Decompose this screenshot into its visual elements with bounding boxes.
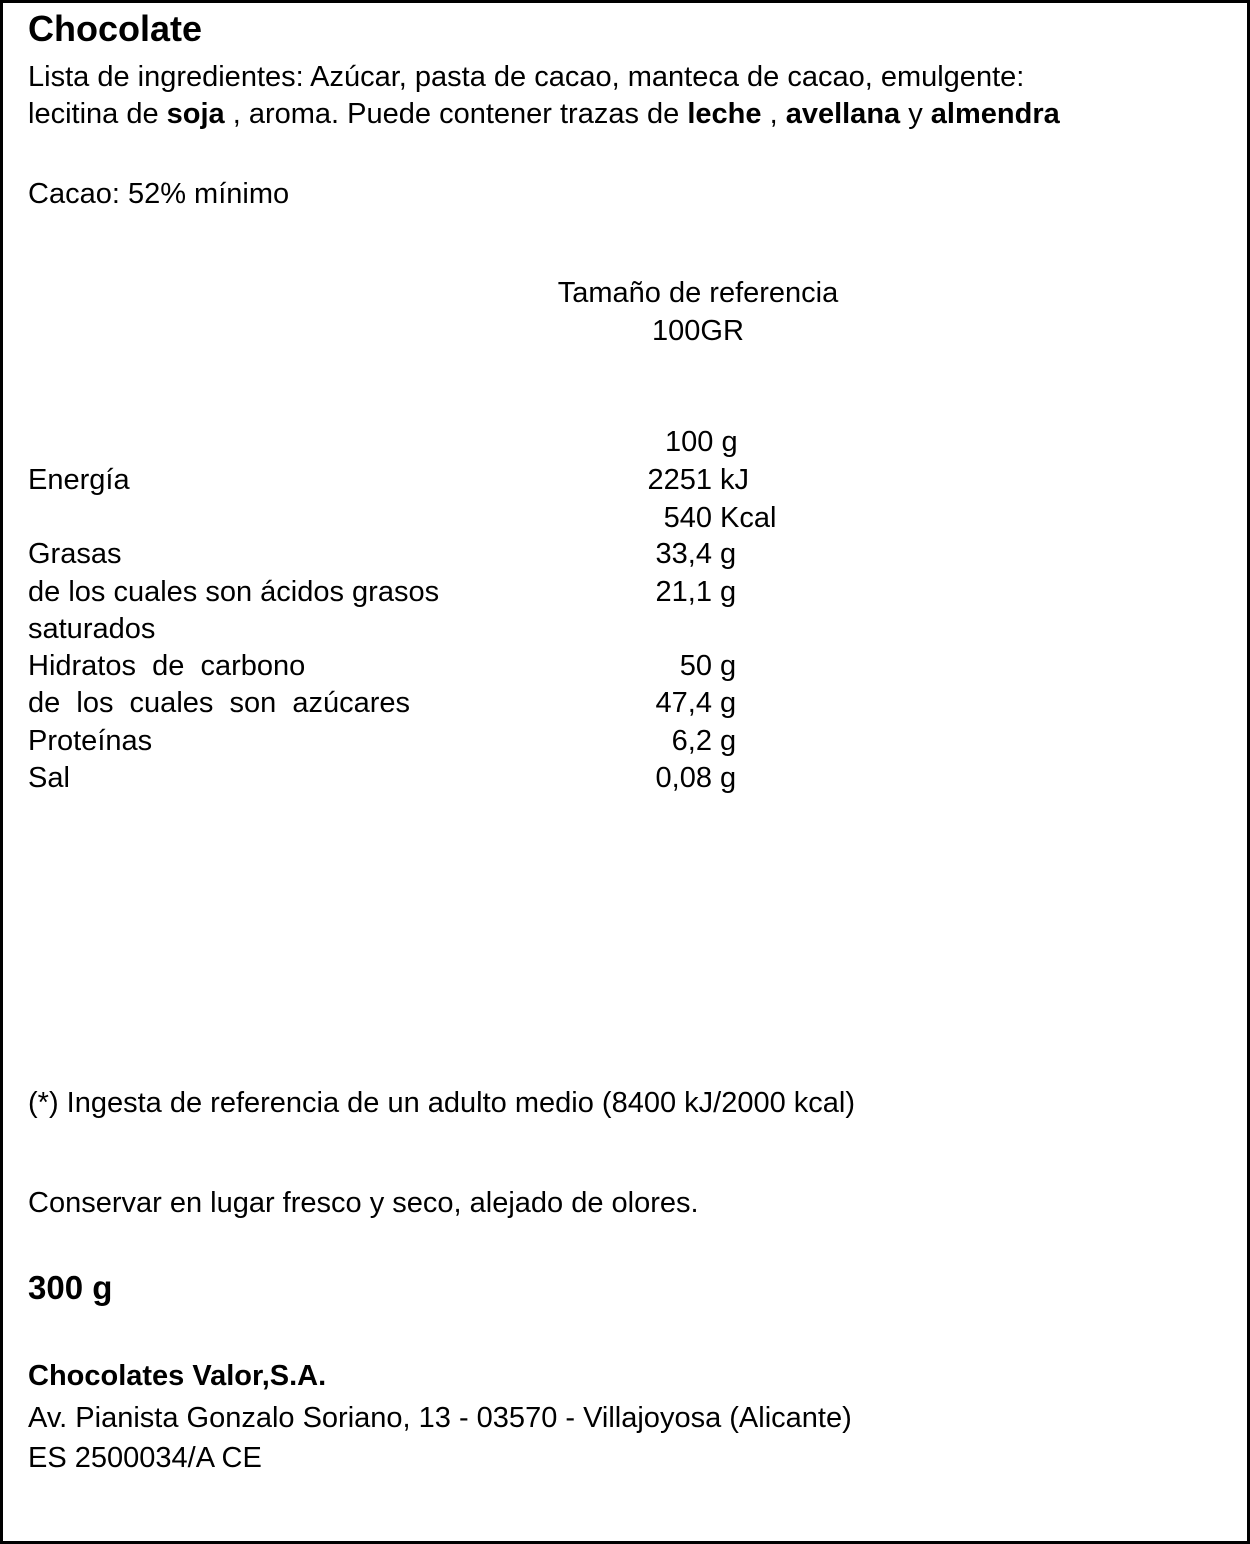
saturated-value: 21,1 xyxy=(655,576,712,608)
carbs-label: Hidratos de carbono xyxy=(28,650,306,682)
company-address: Av. Pianista Gonzalo Soriano, 13 - 03570 - Villajoyosa (Alicante) xyxy=(28,1402,852,1434)
fat-label: Grasas xyxy=(28,538,122,570)
saturated-label-2: saturados xyxy=(28,613,156,645)
ingredients-text: , xyxy=(761,98,786,130)
allergen-almendra: almendra xyxy=(930,98,1060,130)
nutrition-column-header: 100 g xyxy=(665,426,738,458)
reference-size-value: 100GR xyxy=(652,315,744,347)
salt-unit: g xyxy=(720,762,737,794)
allergen-leche: leche xyxy=(687,98,762,130)
protein-label: Proteínas xyxy=(28,725,153,757)
ingredients-text: lecitina de xyxy=(28,98,167,130)
reference-intake-footnote: (*) Ingesta de referencia de un adulto medio (8400 kJ/2000 kcal) xyxy=(28,1087,855,1119)
ingredients-text: y xyxy=(900,98,931,130)
carbs-value: 50 xyxy=(679,650,712,682)
salt-label: Sal xyxy=(28,762,70,794)
net-weight: 300 g xyxy=(28,1269,113,1306)
protein-unit: g xyxy=(720,725,737,757)
ingredients-text: , aroma. Puede contener trazas de xyxy=(224,98,688,130)
fat-value: 33,4 xyxy=(655,538,712,570)
registry-number: ES 2500034/A CE xyxy=(28,1442,262,1474)
salt-value: 0,08 xyxy=(655,762,712,794)
energy-label: Energía xyxy=(28,464,130,496)
carbs-unit: g xyxy=(720,650,737,682)
energy-kj-unit: kJ xyxy=(720,464,749,496)
sugars-value: 47,4 xyxy=(655,687,712,719)
cacao-content: Cacao: 52% mínimo xyxy=(28,178,290,210)
allergen-soja: soja xyxy=(166,98,225,130)
sugars-label: de los cuales son azúcares xyxy=(28,687,411,719)
reference-size-label: Tamaño de referencia xyxy=(557,277,839,309)
energy-kj-value: 2251 xyxy=(647,464,712,496)
energy-kcal-unit: Kcal xyxy=(720,502,777,534)
ingredients-line-2 xyxy=(28,96,1060,132)
product-title: Chocolate xyxy=(28,8,203,49)
sugars-unit: g xyxy=(720,687,737,719)
ingredients-line-1: Lista de ingredientes: Azúcar, pasta de cacao, manteca de cacao, emulgente: xyxy=(28,61,1025,93)
company-name: Chocolates Valor,S.A. xyxy=(28,1360,327,1392)
allergen-avellana: avellana xyxy=(785,98,901,130)
saturated-label-1: de los cuales son ácidos grasos xyxy=(28,576,440,608)
protein-value: 6,2 xyxy=(671,725,712,757)
storage-instructions: Conservar en lugar fresco y seco, alejado de olores. xyxy=(28,1187,699,1219)
energy-kcal-value: 540 xyxy=(663,502,712,534)
saturated-unit: g xyxy=(720,576,737,608)
fat-unit: g xyxy=(720,538,737,570)
